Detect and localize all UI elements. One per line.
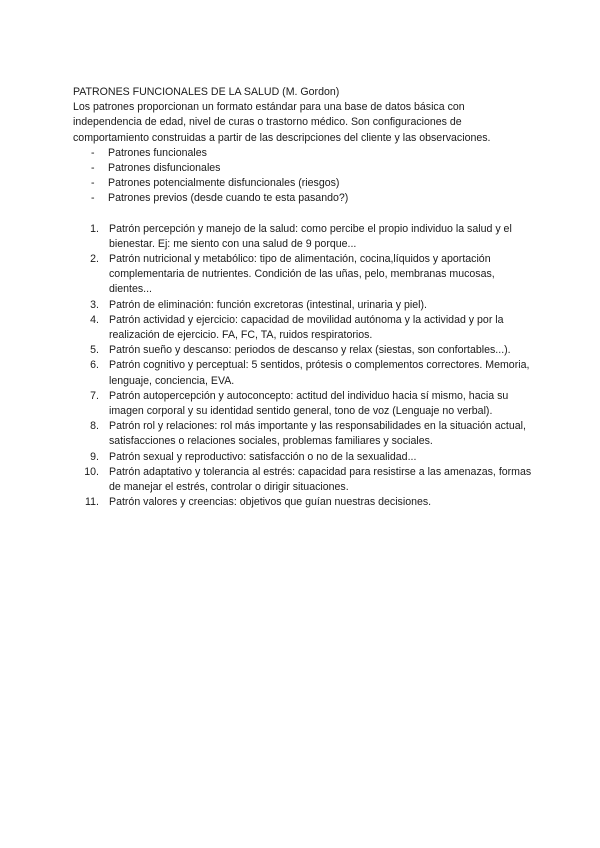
pattern-types-list [73,146,533,207]
item-number: 7. [90,389,99,402]
list-item [73,191,533,206]
list-item-text: Patrón sexual y reproductivo: satisfacción o no de la sexualidad... [109,450,417,463]
item-number: 5. [90,344,99,357]
list-item-text: Patrón sueño y descanso: periodos de descanso y relax (siestas, son confortables...). [109,344,511,357]
list-item-text: Patrón autopercepción y autoconcepto: actitud del individuo hacia sí mismo, hacia su imagen corporal y su identidad sentido general, tono de voz (Lenguaje no verbal). [109,389,509,418]
list-item-text: Patrón cognitivo y perceptual: 5 sentidos, prótesis o complementos correctores. Memoria, lenguaje, conciencia, EVA. [109,359,530,387]
list-item [73,176,533,191]
list-item [73,298,533,313]
list-item [73,146,533,161]
list-item [73,161,533,176]
list-item [73,495,533,510]
list-item [73,358,533,388]
dash-marker: - [91,162,95,175]
list-item [73,419,533,449]
item-number: 3. [90,298,99,311]
spacer [73,207,533,222]
list-item [73,343,533,358]
list-item [73,313,533,343]
list-item [73,465,533,495]
list-item-text: Patrón actividad y ejercicio: capacidad de movilidad autónoma y la actividad y por la realización de ejercicio. FA, FC, TA, ruidos respiratorios. [109,313,504,342]
list-item [73,389,533,419]
item-number: 4. [90,313,99,326]
list-item-text: Patrones disfuncionales [108,162,221,175]
patterns-list [73,222,533,511]
list-item [73,450,533,465]
list-item-text: Patrón de eliminación: función excretoras (intestinal, urinaria y piel). [109,298,427,311]
dash-marker: - [91,146,95,159]
list-item-text: Patrón rol y relaciones: rol más importante y las responsabilidades en la situación actual, satisfacciones o relaciones sociales, problemas familiares y sociales. [109,420,526,448]
list-item-text: Patrón percepción y manejo de la salud: como percibe el propio individuo la salud y el bienestar. Ej: me siento con una salud de 9 porque... [109,222,512,250]
item-number: 9. [90,450,99,463]
item-number: 11. [85,496,99,509]
item-number: 1. [90,222,99,235]
list-item-text: Patrón adaptativo y tolerancia al estrés: capacidad para resistirse a las amenazas, formas de manejar el estrés, controlar o dirigir situaciones. [109,465,532,494]
list-item-text: Patrón valores y creencias: objetivos que guían nuestras decisiones. [109,496,432,509]
dash-marker: - [91,177,95,190]
list-item-text: Patrones potencialmente disfuncionales (riesgos) [108,177,340,190]
dash-marker: - [91,192,95,205]
item-number: 10. [84,465,99,478]
item-number: 8. [90,420,99,433]
list-item-text: Patrón nutricional y metabólico: tipo de alimentación, cocina,líquidos y aportación complementaria de nutrientes. Condición de las uñas, pelo, membranas mucosas, dientes... [109,253,495,296]
document-page [73,85,533,510]
document-title: PATRONES FUNCIONALES DE LA SALUD (M. Gordon) [73,86,340,98]
item-number: 6. [90,359,99,372]
item-number: 2. [90,253,99,266]
list-item [73,222,533,252]
list-item-text: Patrones funcionales [108,146,207,159]
list-item-text: Patrones previos (desde cuando te esta pasando?) [108,192,349,205]
intro-paragraph: Los patrones proporcionan un formato estándar para una base de datos básica con independencia de edad, nivel de curas o trastorno médico. Son configuraciones de comportamiento construidas a partir de las descripciones del cliente y las observaciones. [73,101,491,144]
list-item [73,252,533,298]
